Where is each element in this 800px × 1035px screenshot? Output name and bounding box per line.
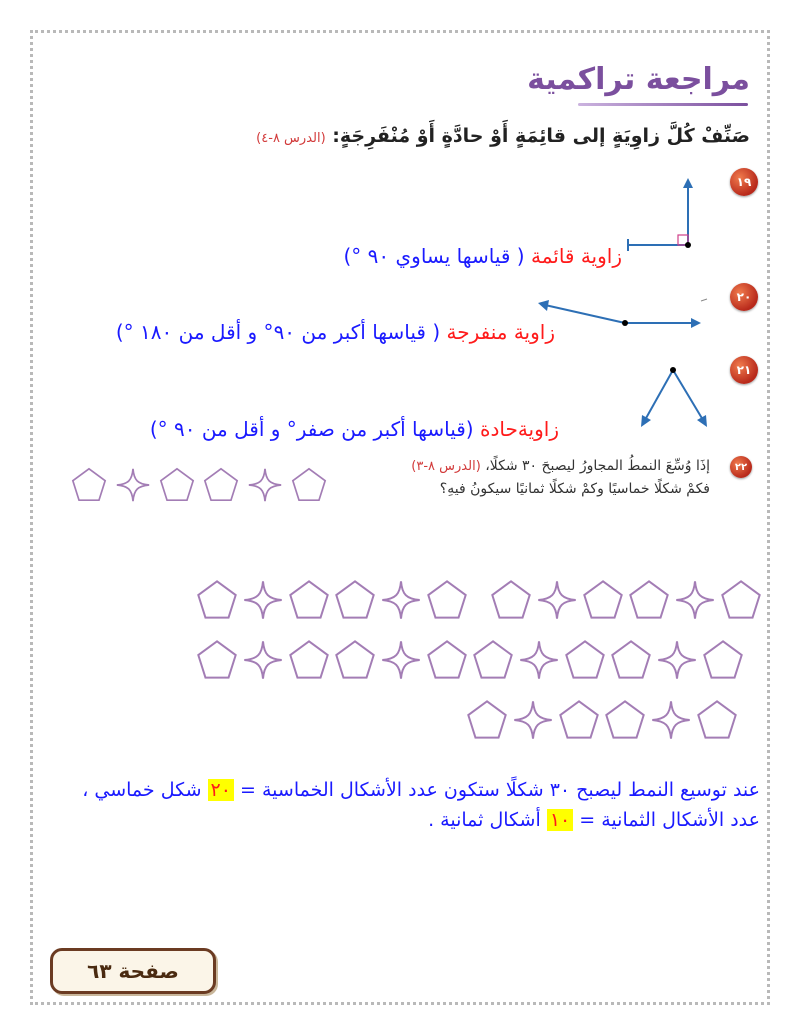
pentagon-shape (287, 578, 331, 622)
answer-19 (344, 244, 623, 268)
obtuse-angle-figure (535, 295, 710, 340)
pentagon-shape (701, 638, 745, 682)
answer-20-detail: ( قياسها أكبر من ٩٠° و أقل من ١٨٠ °) (115, 320, 441, 344)
pentagon-shape (287, 638, 331, 682)
conclusion (30, 775, 760, 835)
pentagon-shape (489, 578, 533, 622)
pentagon-shape (695, 698, 739, 742)
right-angle-figure (620, 175, 710, 260)
page-number: صفحة ٦٣ (50, 948, 216, 994)
title-underline (578, 103, 748, 106)
answer-21 (150, 417, 559, 441)
pentagon-shape (425, 578, 469, 622)
pattern-sample (70, 466, 328, 504)
question-22-lesson-ref: (الدرس ٨-٣) (411, 459, 481, 474)
instruction-text: صَنِّفْ كُلَّ زاوِيَةٍ إلى قائِمَةٍ أَوْ حادَّةٍ أَوْ مُنْفَرِجَةٍ: (332, 125, 750, 147)
question-20-badge: ٢٠ (730, 283, 758, 311)
star-shape (241, 578, 285, 622)
pentagon-shape (581, 578, 625, 622)
pentagon-shape (719, 578, 763, 622)
conclusion-part3: عدد الأشكال الثمانية = (579, 809, 760, 831)
pentagon-count: ٢٠ (208, 779, 234, 801)
star-shape (673, 578, 717, 622)
pentagon-shape (333, 578, 377, 622)
star-shape (379, 578, 423, 622)
pentagon-shape (557, 698, 601, 742)
pentagon-shape (195, 578, 239, 622)
pentagon-shape (627, 578, 671, 622)
question-22-line2: فكمْ شكلًا خماسيًا وكمْ شكلًا ثمانيًا سيكونُ فيهِ؟ (439, 481, 710, 497)
answer-19-label: زاوية قائمة (530, 244, 622, 268)
question-22-line1 (411, 458, 710, 474)
star-shape (246, 466, 284, 504)
instruction-lesson-ref: (الدرس ٨-٤) (256, 131, 326, 146)
octagon-count: ١٠ (547, 809, 573, 831)
pentagon-shape (290, 466, 328, 504)
answer-21-label: زاويةحادة (479, 417, 559, 441)
pentagon-shape (603, 698, 647, 742)
extended-pattern-row-2 (195, 638, 745, 682)
pentagon-shape (202, 466, 240, 504)
page-title: مراجعة تراكمية (527, 62, 750, 97)
star-shape (535, 578, 579, 622)
answer-19-detail: ( قياسها يساوي ٩٠ °) (343, 244, 525, 268)
conclusion-part2: شكل خماسي ، (82, 779, 202, 801)
instruction (256, 125, 750, 147)
star-shape (511, 698, 555, 742)
question-21-badge: ٢١ (730, 356, 758, 384)
pentagon-shape (195, 638, 239, 682)
pentagon-shape (471, 638, 515, 682)
extended-pattern-row-3 (465, 698, 739, 742)
question-22-text: إذَا وُسِّعَ النمطُ المجاورُ ليصبحَ ٣٠ شكلًا، (485, 458, 710, 474)
star-shape (114, 466, 152, 504)
conclusion-part4: أشكال ثمانية . (428, 809, 541, 831)
conclusion-part1: عند توسيع النمط ليصبح ٣٠ شكلًا ستكون عدد الأشكال الخماسية = (240, 779, 760, 801)
pentagon-shape (425, 638, 469, 682)
pentagon-shape (465, 698, 509, 742)
star-shape (655, 638, 699, 682)
star-shape (517, 638, 561, 682)
star-shape (241, 638, 285, 682)
answer-20 (116, 320, 555, 344)
answer-21-detail: (قياسها أكبر من صفر° و أقل من ٩٠ °) (149, 417, 474, 441)
question-22-badge: ٢٢ (730, 456, 752, 478)
star-shape (649, 698, 693, 742)
extended-pattern-row-1 (195, 578, 763, 622)
star-shape (379, 638, 423, 682)
pentagon-shape (70, 466, 108, 504)
pentagon-shape (333, 638, 377, 682)
acute-angle-figure (635, 362, 715, 432)
pentagon-shape (158, 466, 196, 504)
pentagon-shape (563, 638, 607, 682)
question-19-badge: ١٩ (730, 168, 758, 196)
pentagon-shape (609, 638, 653, 682)
answer-20-label: زاوية منفرجة (446, 320, 555, 344)
